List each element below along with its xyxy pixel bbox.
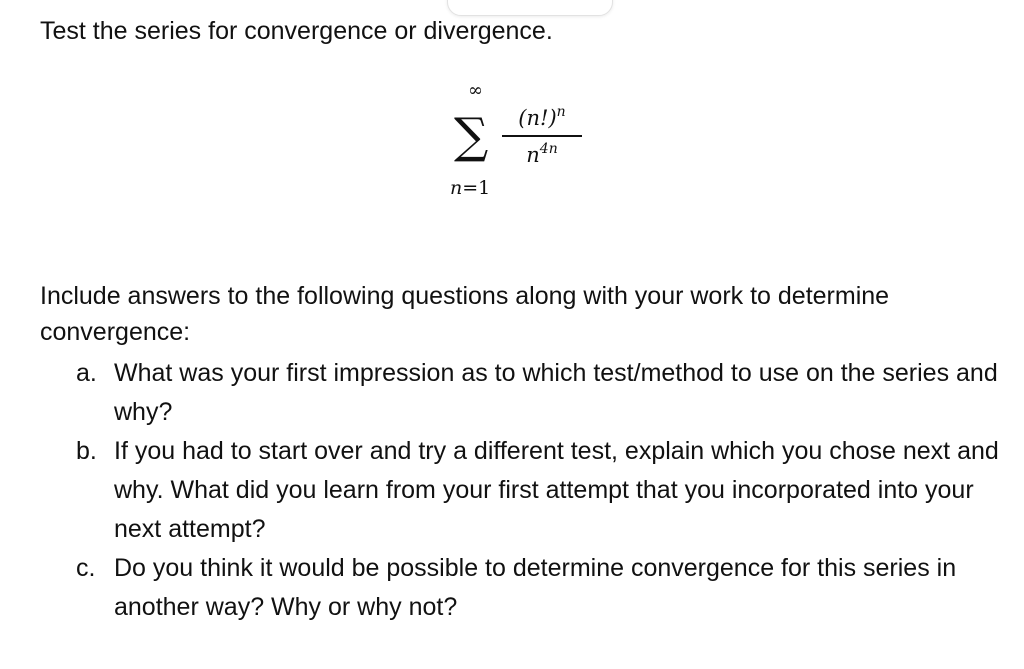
question-letter: a. <box>76 359 97 387</box>
question-a <box>40 354 1000 432</box>
question-c <box>40 549 1000 627</box>
numerator-base: (n!) <box>518 106 557 130</box>
question-text: If you had to start over and try a different test, explain which you chose next and why. What did you learn from your first attempt that you incorporated into your next attempt? <box>114 437 999 543</box>
denominator-exponent: 4n <box>539 140 558 157</box>
question-text: Do you think it would be possible to determine convergence for this series in another way? Why or why not? <box>114 554 957 621</box>
fraction <box>502 104 582 168</box>
numerator-exponent: n <box>556 104 566 120</box>
problem-heading: Test the series for convergence or divergence. <box>40 17 553 45</box>
question-letter: c. <box>76 554 96 582</box>
question-list <box>40 354 1000 627</box>
sum-upper-limit: ∞ <box>468 80 483 101</box>
sigma-symbol: ∑ <box>454 108 489 164</box>
numerator <box>502 104 582 132</box>
denominator-base: n <box>526 142 540 167</box>
instructions-intro: Include answers to the following questions along with your work to determine convergence: <box>40 282 890 346</box>
fraction-bar <box>502 135 582 137</box>
question-b <box>40 432 1000 549</box>
denominator <box>502 142 582 168</box>
series-formula <box>440 80 610 210</box>
sum-index-start: =1 <box>462 177 491 199</box>
question-letter: b. <box>76 437 97 465</box>
sum-index-var: n <box>450 177 463 199</box>
question-text: What was your first impression as to which test/method to use on the series and why? <box>114 359 998 426</box>
sum-lower-limit <box>450 176 490 200</box>
